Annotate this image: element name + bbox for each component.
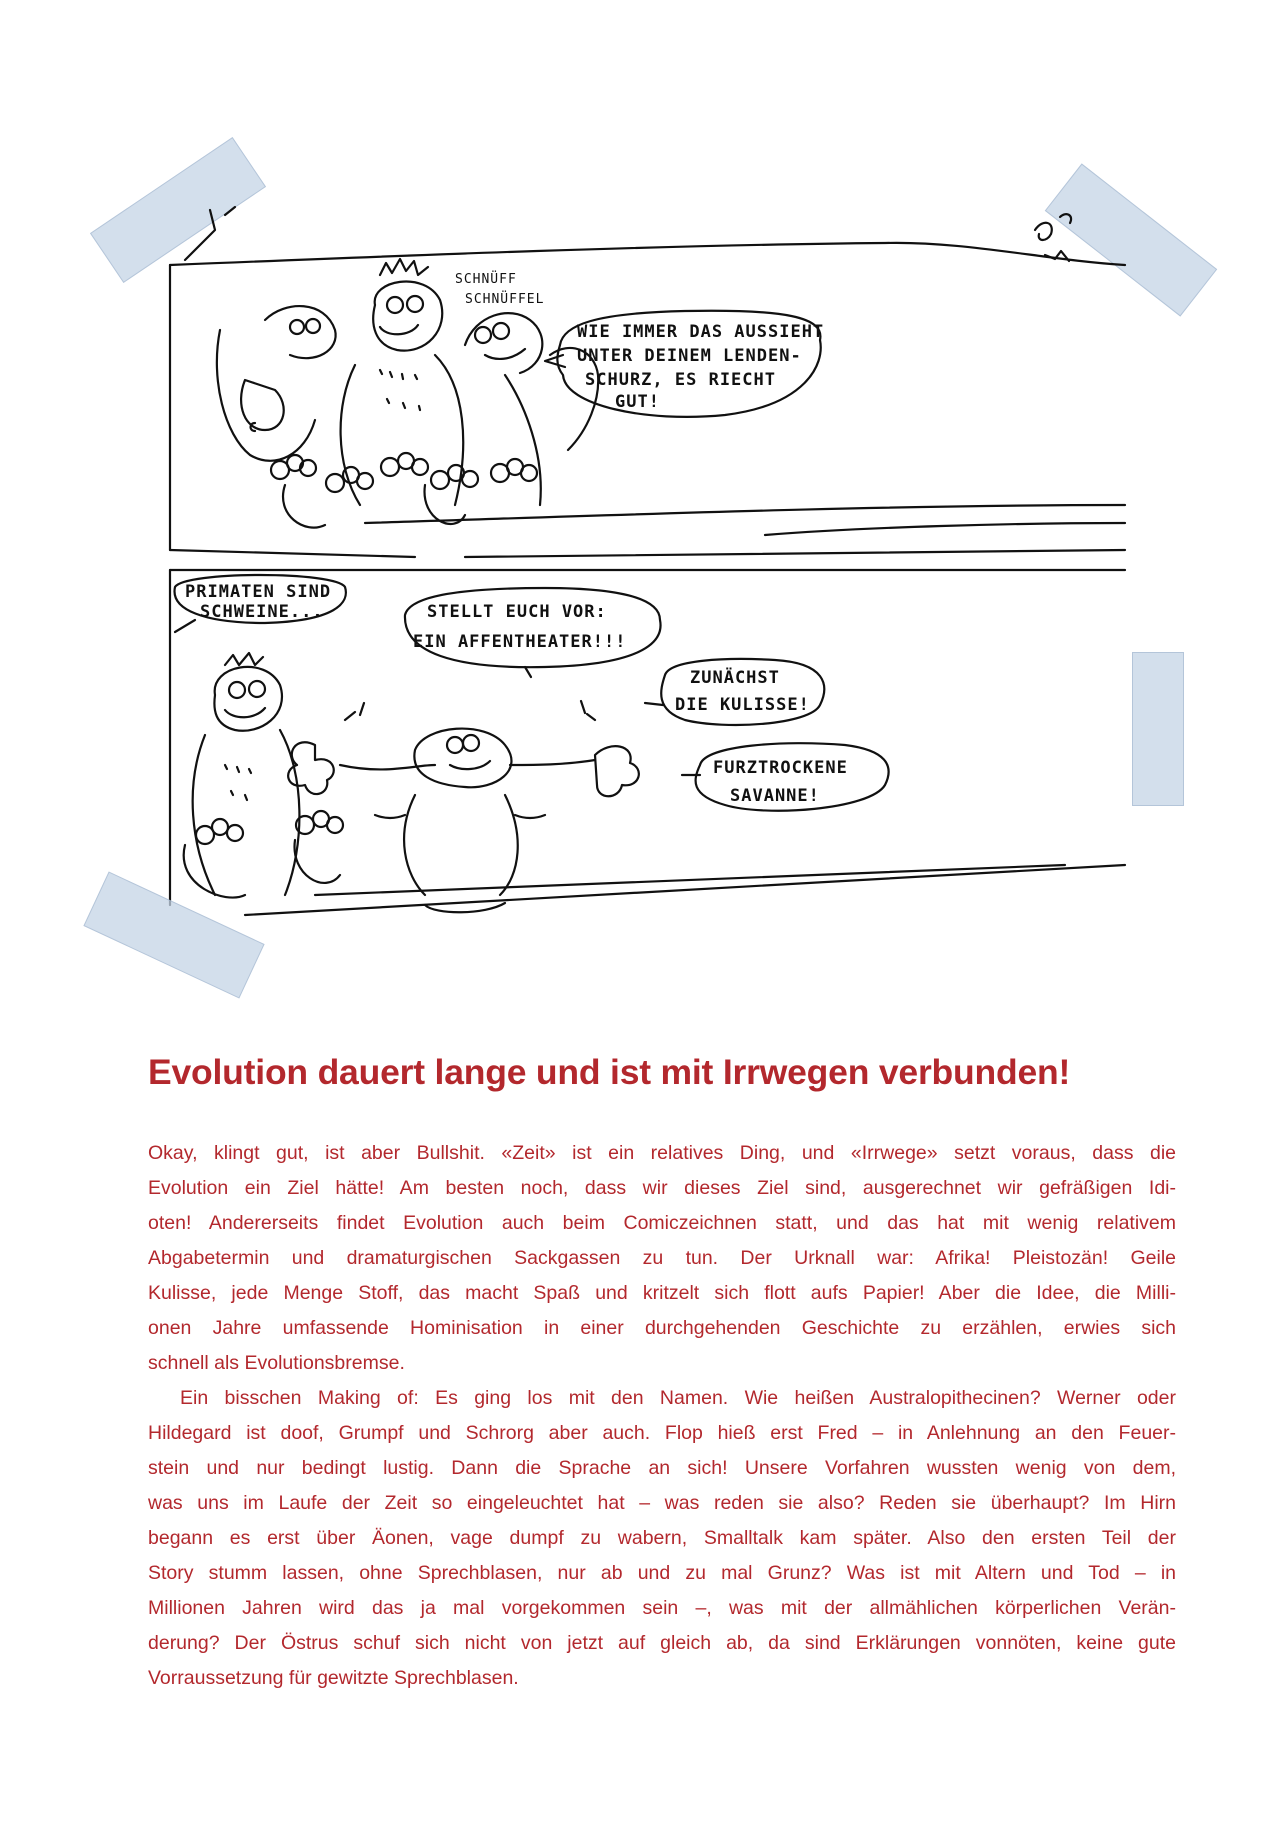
sfx-line-1: SCHNÜFF (455, 272, 517, 287)
article-body (148, 1136, 1176, 1696)
body-line: derung? Der Östrus schuf sich nicht von jetzt auf gleich ab, da sind Erklärungen vonnöten, keine gute (148, 1632, 1176, 1654)
body-line: Abgabetermin und dramaturgischen Sackgassen zu tun. Der Urknall war: Afrika! Pleistozän! Geile (148, 1247, 1176, 1269)
body-line: was uns im Laufe der Zeit so eingeleuchtet hat – was reden sie also? Reden sie überhaupt? Im Hirn (148, 1492, 1176, 1514)
speech-line-2: SCHWEINE... (200, 602, 324, 622)
body-line: Ein bisschen Making of: Es ging los mit den Namen. Wie heißen Australopithecinen? Werner oder (180, 1387, 1176, 1409)
speech-line-2: SAVANNE! (730, 786, 820, 806)
comic-drawing (165, 205, 1165, 1005)
speech-line-3: SCHURZ, ES RIECHT (585, 370, 776, 390)
speech-line-4: GUT! (615, 392, 660, 412)
body-line: schnell als Evolutionsbremse. (148, 1352, 405, 1374)
article-headline: Evolution dauert lange und ist mit Irrwegen verbunden! (148, 1052, 1071, 1092)
comic-panel-top (170, 207, 1125, 557)
speech-line-1: PRIMATEN SIND (185, 582, 332, 602)
body-line: oten! Andererseits findet Evolution auch beim Comiczeichnen statt, und das hat mit wenig relativem (148, 1212, 1176, 1234)
body-line: Vorraussetzung für gewitzte Sprechblasen. (148, 1667, 519, 1689)
body-line: Hildegard ist doof, Grumpf und Schrorg aber auch. Flop hieß erst Fred – in Anlehnung an den Feuer- (148, 1422, 1176, 1444)
body-line: Evolution ein Ziel hätte! Am besten noch, dass wir dieses Ziel sind, ausgerechnet wir gefräßigen Idi- (148, 1177, 1176, 1199)
body-line: Story stumm lassen, ohne Sprechblasen, nur ab und zu mal Grunz? Was ist mit Altern und Tod – in (148, 1562, 1176, 1584)
comic-strip (165, 205, 1165, 1005)
speech-line-2: DIE KULISSE! (675, 695, 810, 715)
body-line: Kulisse, jede Menge Stoff, das macht Spaß und kritzelt sich flott aufs Papier! Aber die Idee, die Milli- (148, 1282, 1176, 1304)
speech-line-1: WIE IMMER DAS AUSSIEHT (577, 322, 825, 342)
body-line: Millionen Jahren wird das ja mal vorgekommen sein –, was mit der allmählichen körperlichen Verän- (148, 1597, 1176, 1619)
speech-line-1: FURZTROCKENE (713, 758, 848, 778)
body-line: begann es erst über Äonen, vage dumpf zu wabern, Smalltalk kam später. Also den ersten Teil der (148, 1527, 1176, 1549)
comic-panel-bottom (170, 570, 1125, 915)
sfx-line-2: SCHNÜFFEL (465, 292, 545, 307)
body-line: stein und nur bedingt lustig. Dann die Sprache an sich! Unsere Vorfahren wussten wenig von dem, (148, 1457, 1176, 1479)
speech-line-2: EIN AFFENTHEATER!!! (413, 632, 627, 652)
speech-line-1: ZUNÄCHST (690, 668, 780, 688)
speech-line-2: UNTER DEINEM LENDEN- (577, 346, 802, 366)
body-line: onen Jahre umfassende Hominisation in einer durchgehenden Geschichte zu erzählen, erwies sich (148, 1317, 1176, 1339)
body-line: Okay, klingt gut, ist aber Bullshit. «Zeit» ist ein relatives Ding, und «Irrwege» setzt voraus, dass die (148, 1142, 1176, 1164)
speech-line-1: STELLT EUCH VOR: (427, 602, 607, 622)
feet-doodle (271, 453, 537, 528)
